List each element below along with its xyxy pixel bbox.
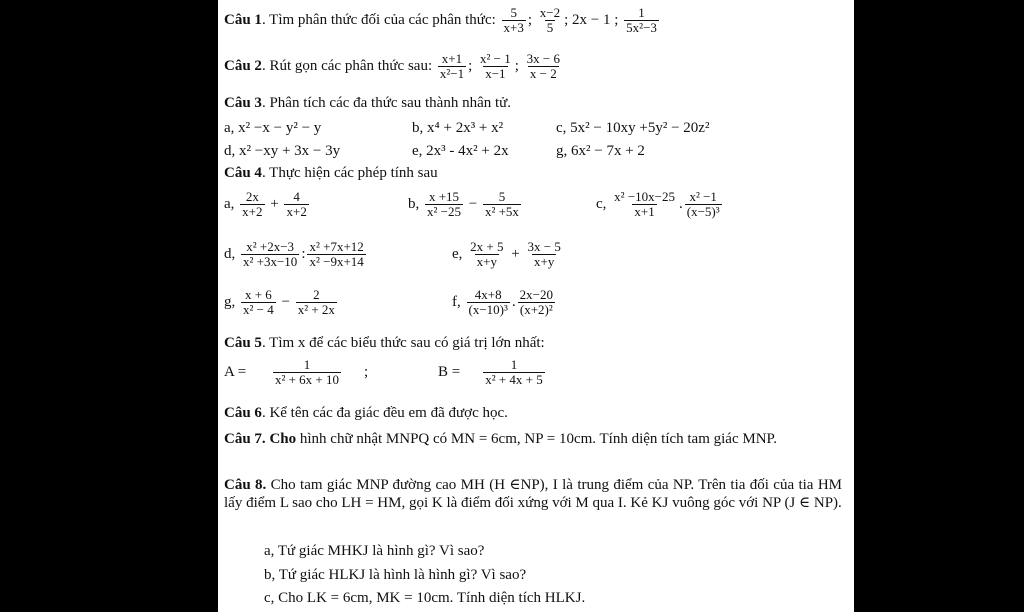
numerator: 1 (303, 357, 311, 372)
item-label: f, (452, 293, 461, 310)
fraction (525, 52, 562, 81)
denominator: x² +3x−10 (243, 254, 298, 269)
numerator: 4x+8 (474, 287, 502, 302)
fraction (685, 190, 722, 219)
question-1: Câu 1. Tìm phân thức đối của các phân thức: $\frac{5}{x+3}$ ; $\frac{x-2}{5}$ ; 2x − 1 ; $\frac{1}{\text{5x²−3}}$ (224, 5, 657, 35)
question-4-item-g (224, 288, 339, 317)
denominator: x−1 (485, 66, 506, 81)
document-page (218, 0, 854, 612)
question-7-verb: Cho (269, 431, 297, 447)
item-label: e, (452, 245, 463, 262)
question-3-item-c: c, 5x² − 10xy +5y² − 20z² (556, 120, 710, 136)
fraction (612, 190, 677, 219)
fraction (468, 240, 505, 269)
denominator: x² −9x+14 (309, 254, 364, 269)
question-8-part-c: c, Cho LK = 6cm, MK = 10cm. Tính diện tích HLKJ. (264, 590, 586, 606)
question-5-expression-a (224, 358, 368, 387)
question-4-item-a (224, 190, 311, 219)
question-8-part-b: b, Tứ giác HLKJ là hình là hình gì? Vì sao? (264, 567, 527, 583)
question-8-label: Câu 8. (224, 477, 267, 493)
question-4-text: . Thực hiện các phép tính sau (261, 165, 438, 181)
denominator: x+1 (634, 204, 655, 219)
question-8 (224, 476, 842, 512)
numerator: 3x − 5 (527, 239, 561, 254)
fraction (502, 6, 526, 35)
numerator: x² +7x+12 (309, 239, 364, 254)
question-7-text: hình chữ nhật MNPQ có MN = 6cm, NP = 10cm. Tính diện tích tam giác MNP. (296, 431, 777, 447)
fraction (525, 240, 562, 269)
fraction (296, 288, 337, 317)
fraction (252, 358, 362, 387)
question-1-label: Câu 1 (224, 11, 262, 28)
fraction (483, 190, 521, 219)
question-8-part-a: a, Tứ giác MHKJ là hình gì? Vì sao? (264, 543, 485, 559)
question-3-item-e: e, 2x³ - 4x² + 2x (412, 143, 509, 159)
operator: − (281, 293, 290, 310)
numerator: 1 (638, 5, 645, 20)
numerator: 1 (510, 357, 518, 372)
item-label: a, (224, 195, 235, 212)
question-2: Câu 2. Rút gọn các phân thức sau: $\frac{x+1}{\text{x²−1}}$ ; $\frac{\text{x² − 1}}{x-1}$ ; $\frac{3x - 6}{x - 2}$ (224, 51, 561, 81)
numerator: x + 6 (244, 287, 272, 302)
operator: . (511, 293, 516, 310)
fraction (425, 190, 463, 219)
question-7 (224, 430, 842, 448)
numerator: 5 (498, 189, 506, 204)
denominator: x+3 (503, 20, 524, 35)
operator: + (511, 245, 520, 262)
numerator: 3x − 6 (526, 51, 561, 66)
question-4-label: Câu 4 (224, 165, 262, 181)
item-label: g, (224, 293, 236, 310)
question-8-text: Cho tam giác MNP đường cao MH (H ∈NP), I là trung điểm của NP. Trên tia đối của tia HM lấy điểm L sao cho LH = HM, gọi K là điểm đối xứng với M qua I. Kẻ KJ vuông góc với NP (J ∈ NP). (224, 477, 842, 511)
question-3-item-a: a, x² −x − y² − y (224, 120, 322, 136)
fraction (478, 52, 513, 81)
denominator: (x−10)³ (468, 302, 508, 317)
denominator: x+2 (242, 204, 263, 219)
denominator: 5x²−3 (626, 20, 657, 35)
fraction (438, 52, 466, 81)
question-5-expression-b (438, 358, 564, 387)
question-4 (224, 164, 438, 182)
denominator: x² + 6x + 10 (274, 372, 339, 387)
expression-label: A = (224, 363, 247, 380)
fraction (538, 6, 562, 35)
denominator: x − 2 (529, 66, 557, 81)
numerator: x² − 1 (480, 51, 511, 66)
question-3-item-g: g, 6x² − 7x + 2 (556, 143, 645, 159)
denominator: x+y (533, 254, 555, 269)
numerator: x−2 (539, 5, 561, 20)
denominator: (x−5)³ (686, 204, 720, 219)
question-2-text: . Rút gọn các phân thức sau: (261, 57, 433, 74)
item-label: b, (408, 195, 420, 212)
expression-label: B = (438, 363, 461, 380)
question-4-item-b (408, 190, 523, 219)
fraction (240, 190, 264, 219)
question-3 (224, 94, 511, 112)
question-4-item-d (224, 240, 368, 269)
numerator: x +15 (428, 189, 460, 204)
denominator: x² −25 (427, 204, 461, 219)
operator: − (468, 195, 478, 212)
fraction (307, 240, 365, 269)
fraction (518, 288, 555, 317)
question-3-item-d: d, x² −xy + 3x − 3y (224, 143, 341, 159)
operator: : (301, 245, 306, 262)
numerator: 2x−20 (519, 287, 553, 302)
denominator: x² − 4 (243, 302, 274, 317)
fraction (466, 358, 562, 387)
question-4-item-c (596, 190, 724, 219)
question-4-item-f (452, 288, 557, 317)
numerator: 2 (313, 287, 320, 302)
fraction (624, 6, 659, 35)
question-3-item-b: b, x⁴ + 2x³ + x² (412, 120, 504, 136)
separator: ; (363, 363, 369, 380)
denominator: x+2 (286, 204, 307, 219)
fraction (241, 240, 299, 269)
numerator: 4 (293, 189, 300, 204)
item-label: c, (596, 195, 607, 212)
numerator: x² −1 (689, 189, 717, 204)
denominator: x² + 4x + 5 (485, 372, 543, 387)
numerator: x+1 (441, 51, 463, 66)
question-5-text: . Tìm x để các biểu thức sau có giá trị lớn nhất: (261, 335, 545, 351)
question-6 (224, 404, 508, 422)
fraction (241, 288, 276, 317)
expression: ; 2x − 1 ; (564, 11, 619, 28)
denominator: x² +5x (484, 204, 519, 219)
fraction (467, 288, 510, 317)
operator: + (270, 195, 279, 212)
numerator: 5 (510, 5, 517, 20)
fraction (284, 190, 308, 219)
question-5 (224, 334, 545, 352)
question-6-label: Câu 6 (224, 405, 262, 421)
question-3-text: . Phân tích các đa thức sau thành nhân tử. (261, 95, 512, 111)
denominator: 5 (546, 20, 554, 35)
question-4-item-e (452, 240, 565, 269)
numerator: x² +2x−3 (246, 239, 295, 254)
question-2-label: Câu 2 (224, 57, 262, 74)
numerator: x² −10x−25 (614, 189, 675, 204)
numerator: 2x + 5 (470, 239, 504, 254)
denominator: (x+2)² (519, 302, 553, 317)
item-label: d, (224, 245, 236, 262)
question-3-label: Câu 3 (224, 95, 262, 111)
question-6-text: . Kể tên các đa giác đều em đã được học. (261, 405, 508, 421)
denominator: x² + 2x (297, 302, 335, 317)
operator: . (678, 195, 683, 212)
denominator: x+y (476, 254, 498, 269)
question-1-text: . Tìm phân thức đối của các phân thức: (261, 11, 496, 28)
denominator: x²−1 (439, 66, 465, 81)
question-5-label: Câu 5 (224, 335, 262, 351)
question-7-label: Câu 7. (224, 431, 266, 447)
numerator: 2x (245, 189, 259, 204)
